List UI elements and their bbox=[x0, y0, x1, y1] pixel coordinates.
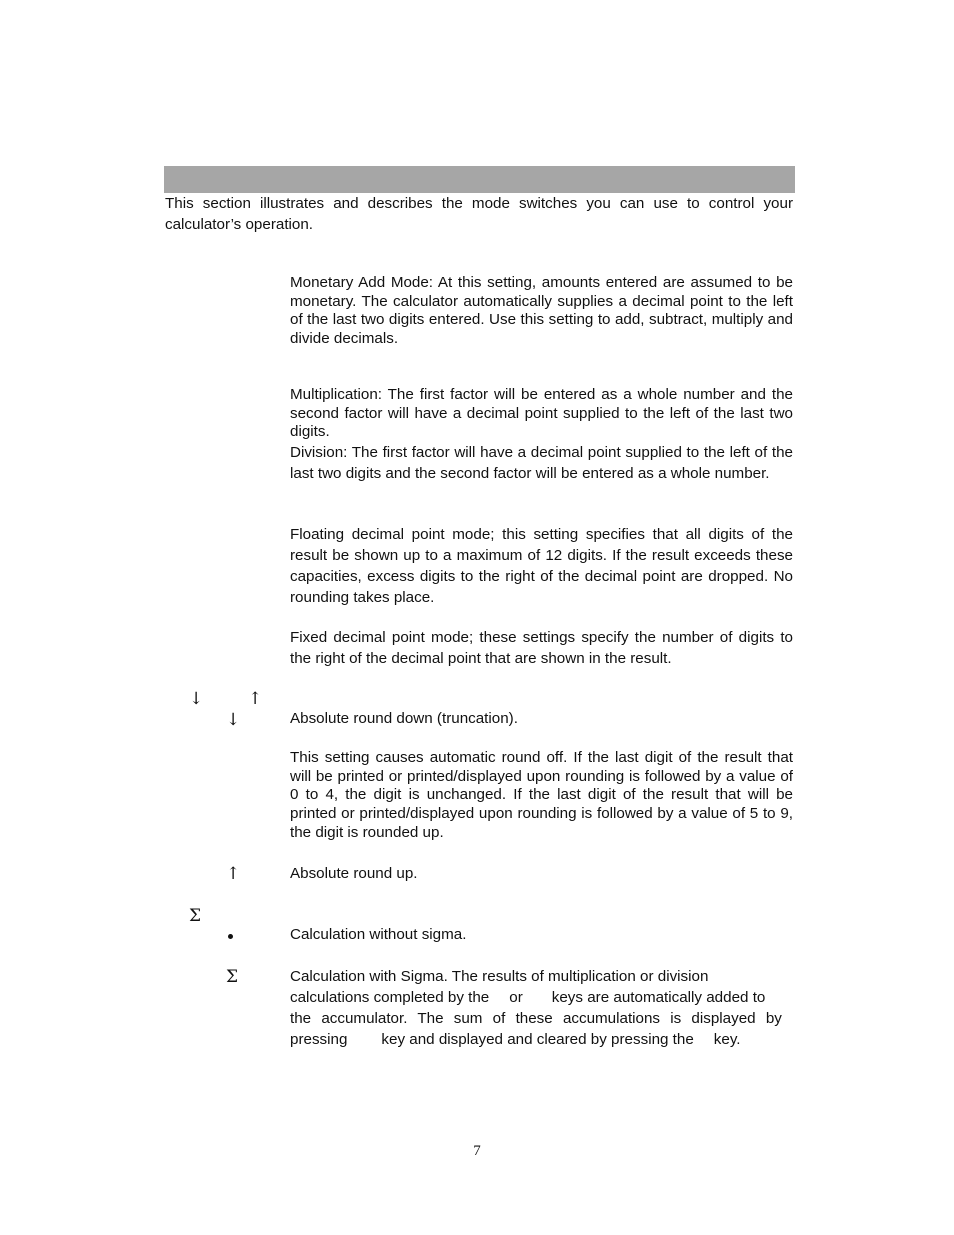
sigma-line-4-part-c: key. bbox=[713, 1031, 741, 1048]
round-up-arrow-icon: ↑ bbox=[226, 864, 241, 884]
round-down-arrow-icon: ↓ bbox=[226, 710, 241, 730]
sigma-line-1: Calculation with Sigma. The results of multiplication or division bbox=[290, 968, 709, 985]
monetary-add-mode-text: Monetary Add Mode: At this setting, amounts entered are assumed to be monetary. The calculator automatically supplies a decimal point to the left of the last two digits entered. Use this setting to add, subtract, multiply and divide decimals. bbox=[290, 274, 793, 348]
multiplication-text: Multiplication: The first factor will be entered as a whole number and the second factor will have a decimal point supplied to the left of the last two digits. bbox=[290, 386, 793, 441]
sigma-line-4-part-b: key and displayed and cleared by pressing the bbox=[381, 1031, 694, 1048]
with-sigma-text bbox=[290, 966, 793, 1050]
sigma-line-2 bbox=[290, 987, 793, 1008]
sigma-line-4 bbox=[290, 1029, 793, 1050]
arrow-up-icon: ↑ bbox=[248, 689, 263, 709]
round-down-text: Absolute round down (truncation). bbox=[290, 710, 518, 727]
division-text: Division: The first factor will have a decimal point supplied to the left of the last two digits and the second factor will be entered as a whole number. bbox=[290, 444, 793, 482]
key-placeholder bbox=[523, 987, 552, 1008]
sigma-line-2-part-c: keys are automatically added to bbox=[551, 989, 766, 1006]
key-placeholder bbox=[347, 1029, 381, 1050]
sigma-setting-icon: Σ bbox=[226, 967, 239, 987]
key-placeholder bbox=[489, 987, 509, 1008]
sigma-line-2-part-a: calculations completed by the bbox=[290, 989, 490, 1006]
fixed-decimal-text: Fixed decimal point mode; these settings specify the number of digits to the right of the decimal point that are shown in the result. bbox=[290, 629, 793, 667]
sigma-icon: Σ bbox=[189, 906, 202, 926]
bullet-icon bbox=[228, 934, 233, 939]
round-off-text: This setting causes automatic round off. If the last digit of the result that will be printed or printed/displayed upon rounding is followed by a value of 0 to 4, the digit is unchanged. If the last digit of the result that will be printed or printed/displayed upon rounding is followed by a value of 5 to 9, the digit is rounded up. bbox=[290, 749, 793, 841]
sigma-line-4-part-a: pressing bbox=[290, 1031, 348, 1048]
sigma-line-3 bbox=[290, 1008, 793, 1029]
page-number: 7 bbox=[473, 1143, 481, 1159]
without-sigma-text: Calculation without sigma. bbox=[290, 926, 467, 943]
section-intro: This section illustrates and describes the mode switches you can use to control your calculator’s operation. bbox=[165, 195, 793, 233]
arrow-down-icon: ↓ bbox=[189, 689, 204, 709]
round-up-text: Absolute round up. bbox=[290, 865, 418, 882]
sigma-line-3-text: the accumulator. The sum of these accumulations is displayed by bbox=[290, 1010, 782, 1027]
floating-decimal-text: Floating decimal point mode; this setting specifies that all digits of the result be shown up to a maximum of 12 digits. If the result exceeds these capacities, excess digits to the right of the decimal point are dropped. No rounding takes place. bbox=[290, 526, 793, 606]
section-header-bar bbox=[164, 166, 795, 193]
key-placeholder bbox=[694, 1029, 714, 1050]
sigma-line-2-part-b: or bbox=[509, 989, 523, 1006]
